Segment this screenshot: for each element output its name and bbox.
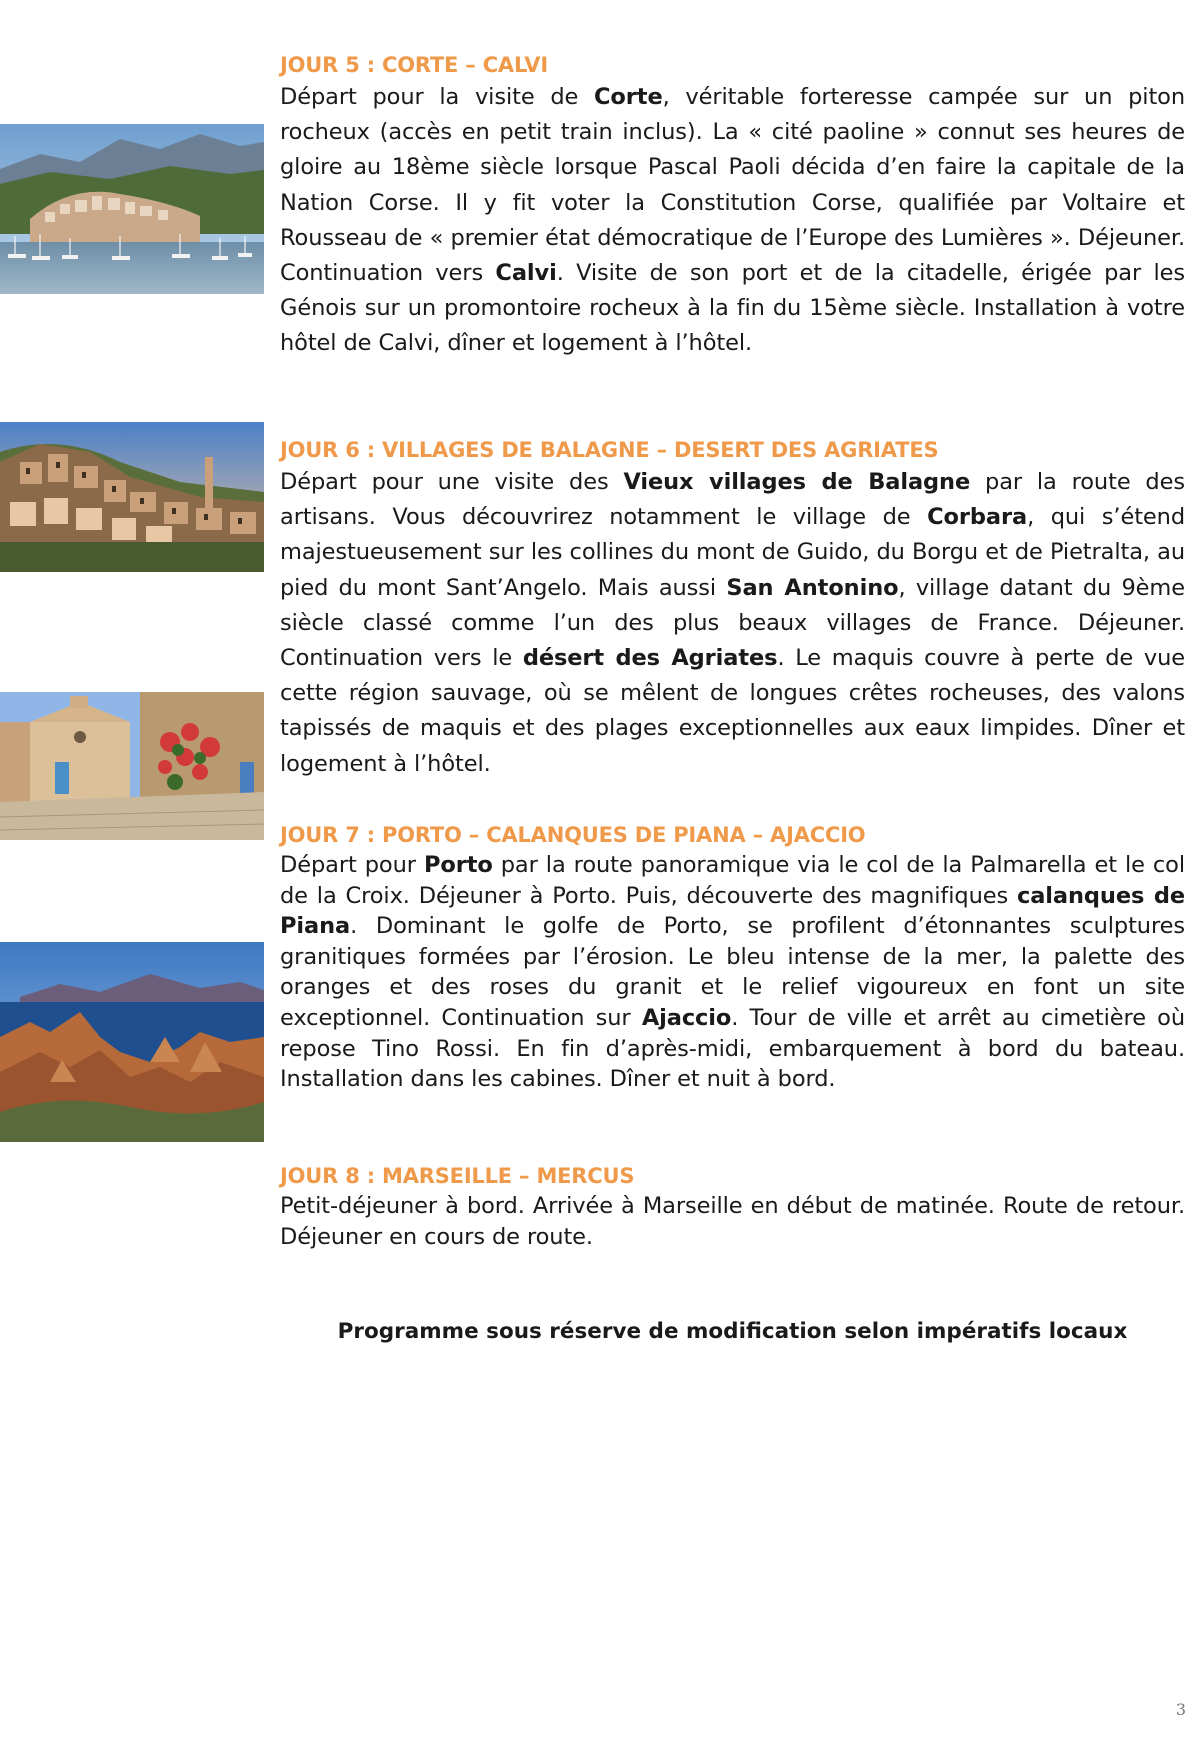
text-run: Départ pour la visite de	[280, 84, 595, 110]
text-run: Départ pour	[280, 852, 424, 878]
day-title: JOUR 8 : MARSEILLE – MERCUS	[280, 1164, 635, 1188]
bold-place: Calvi	[495, 260, 557, 287]
bold-place: désert des Agriates	[522, 645, 778, 672]
program-note: Programme sous réserve de modification selon impératifs locaux	[337, 1319, 1128, 1344]
text-run: . Le maquis couvre à perte de vue cette région sauvage, où se mêlent de longues crêtes rocheuses, des valons tapissés de maquis et des plages exceptionnelles aux eaux limpides. Dîner et logement à l’hôtel.	[280, 645, 1185, 777]
text-run: . Tour de ville et arrêt au cimetière où repose Tino Rossi. En fin d’après-midi, embarquement à bord du bateau. Installation dans les cabines. Dîner et nuit à bord.	[280, 1004, 1185, 1093]
text-run: , village datant du 9ème siècle classé comme l’un des plus beaux villages de France. Déjeuner. Continuation vers le	[280, 574, 1185, 672]
piana-calanques-photo	[0, 942, 264, 1142]
calvi-harbour-photo	[0, 124, 264, 294]
day-title: JOUR 6 : VILLAGES DE BALAGNE – DESERT DES AGRIATES	[280, 438, 939, 462]
bold-place: Vieux villages de Balagne	[623, 469, 971, 495]
day-section-6	[280, 435, 1185, 782]
text-run: Départ pour une visite des	[280, 469, 624, 495]
text-run: , qui s’étend majestueusement sur les collines du mont de Guido, du Borgu et de Pietralta, au pied du mont Sant’Angelo. Mais aussi	[280, 504, 1186, 601]
bold-place: Ajaccio	[641, 1004, 732, 1031]
day-title: JOUR 5 : CORTE – CALVI	[280, 53, 548, 77]
day-paragraph	[280, 850, 1185, 1095]
text-run: . Visite de son port et de la citadelle, érigée par les Génois sur un promontoire rocheux à la fin du 15ème siècle. Installation à votre hôtel de Calvi, dîner et logement à l’hôtel.	[280, 260, 1185, 357]
bold-place: Corte	[594, 84, 663, 110]
bold-place: San Antonino	[726, 574, 899, 601]
text-run: , véritable forteresse campée sur un piton rocheux (accès en petit train inclus). La « cité paoline » connut ses heures de gloire au 18ème siècle lorsque Pascal Paoli décida d’en faire la capitale de la Nation Corse. Il y fit voter la Constitution Corse, qualifiée par Voltaire et Rousseau de « premier état démocratique de l’Europe des Lumières ». Déjeuner. Continuation vers	[280, 84, 1185, 287]
text-run: par la route des artisans. Vous découvrirez notamment le village de	[280, 469, 1185, 531]
bold-place: Corbara	[927, 504, 1028, 531]
text-run: . Dominant le golfe de Porto, se profilent d’étonnantes sculptures granitiques formées par l’érosion. Le bleu intense de la mer, la palette des oranges et des roses du granit et le relief vigoureux en font un site exceptionnel. Continuation sur	[280, 913, 1185, 1031]
balagne-village-photo	[0, 422, 264, 572]
day-section-5	[280, 50, 1185, 362]
day-title: JOUR 7 : PORTO – CALANQUES DE PIANA – AJACCIO	[280, 823, 866, 847]
text-run: par la route panoramique via le col de la Palmarella et le col de la Croix. Déjeuner à Porto. Puis, découverte des magnifiques	[280, 852, 1185, 909]
page-number: 3	[1175, 1700, 1186, 1719]
day-paragraph	[280, 465, 1185, 782]
day-section-8	[280, 1161, 1185, 1252]
text-run: Petit-déjeuner à bord. Arrivée à Marseille en début de matinée. Route de retour. Déjeuner en cours de route.	[280, 1193, 1185, 1250]
chapel-street-photo	[0, 692, 264, 840]
bold-place: Porto	[423, 852, 493, 878]
day-paragraph	[280, 1191, 1185, 1252]
bold-place: calanques de Piana	[280, 882, 1185, 940]
day-section-7	[280, 820, 1185, 1095]
day-paragraph	[280, 80, 1185, 362]
